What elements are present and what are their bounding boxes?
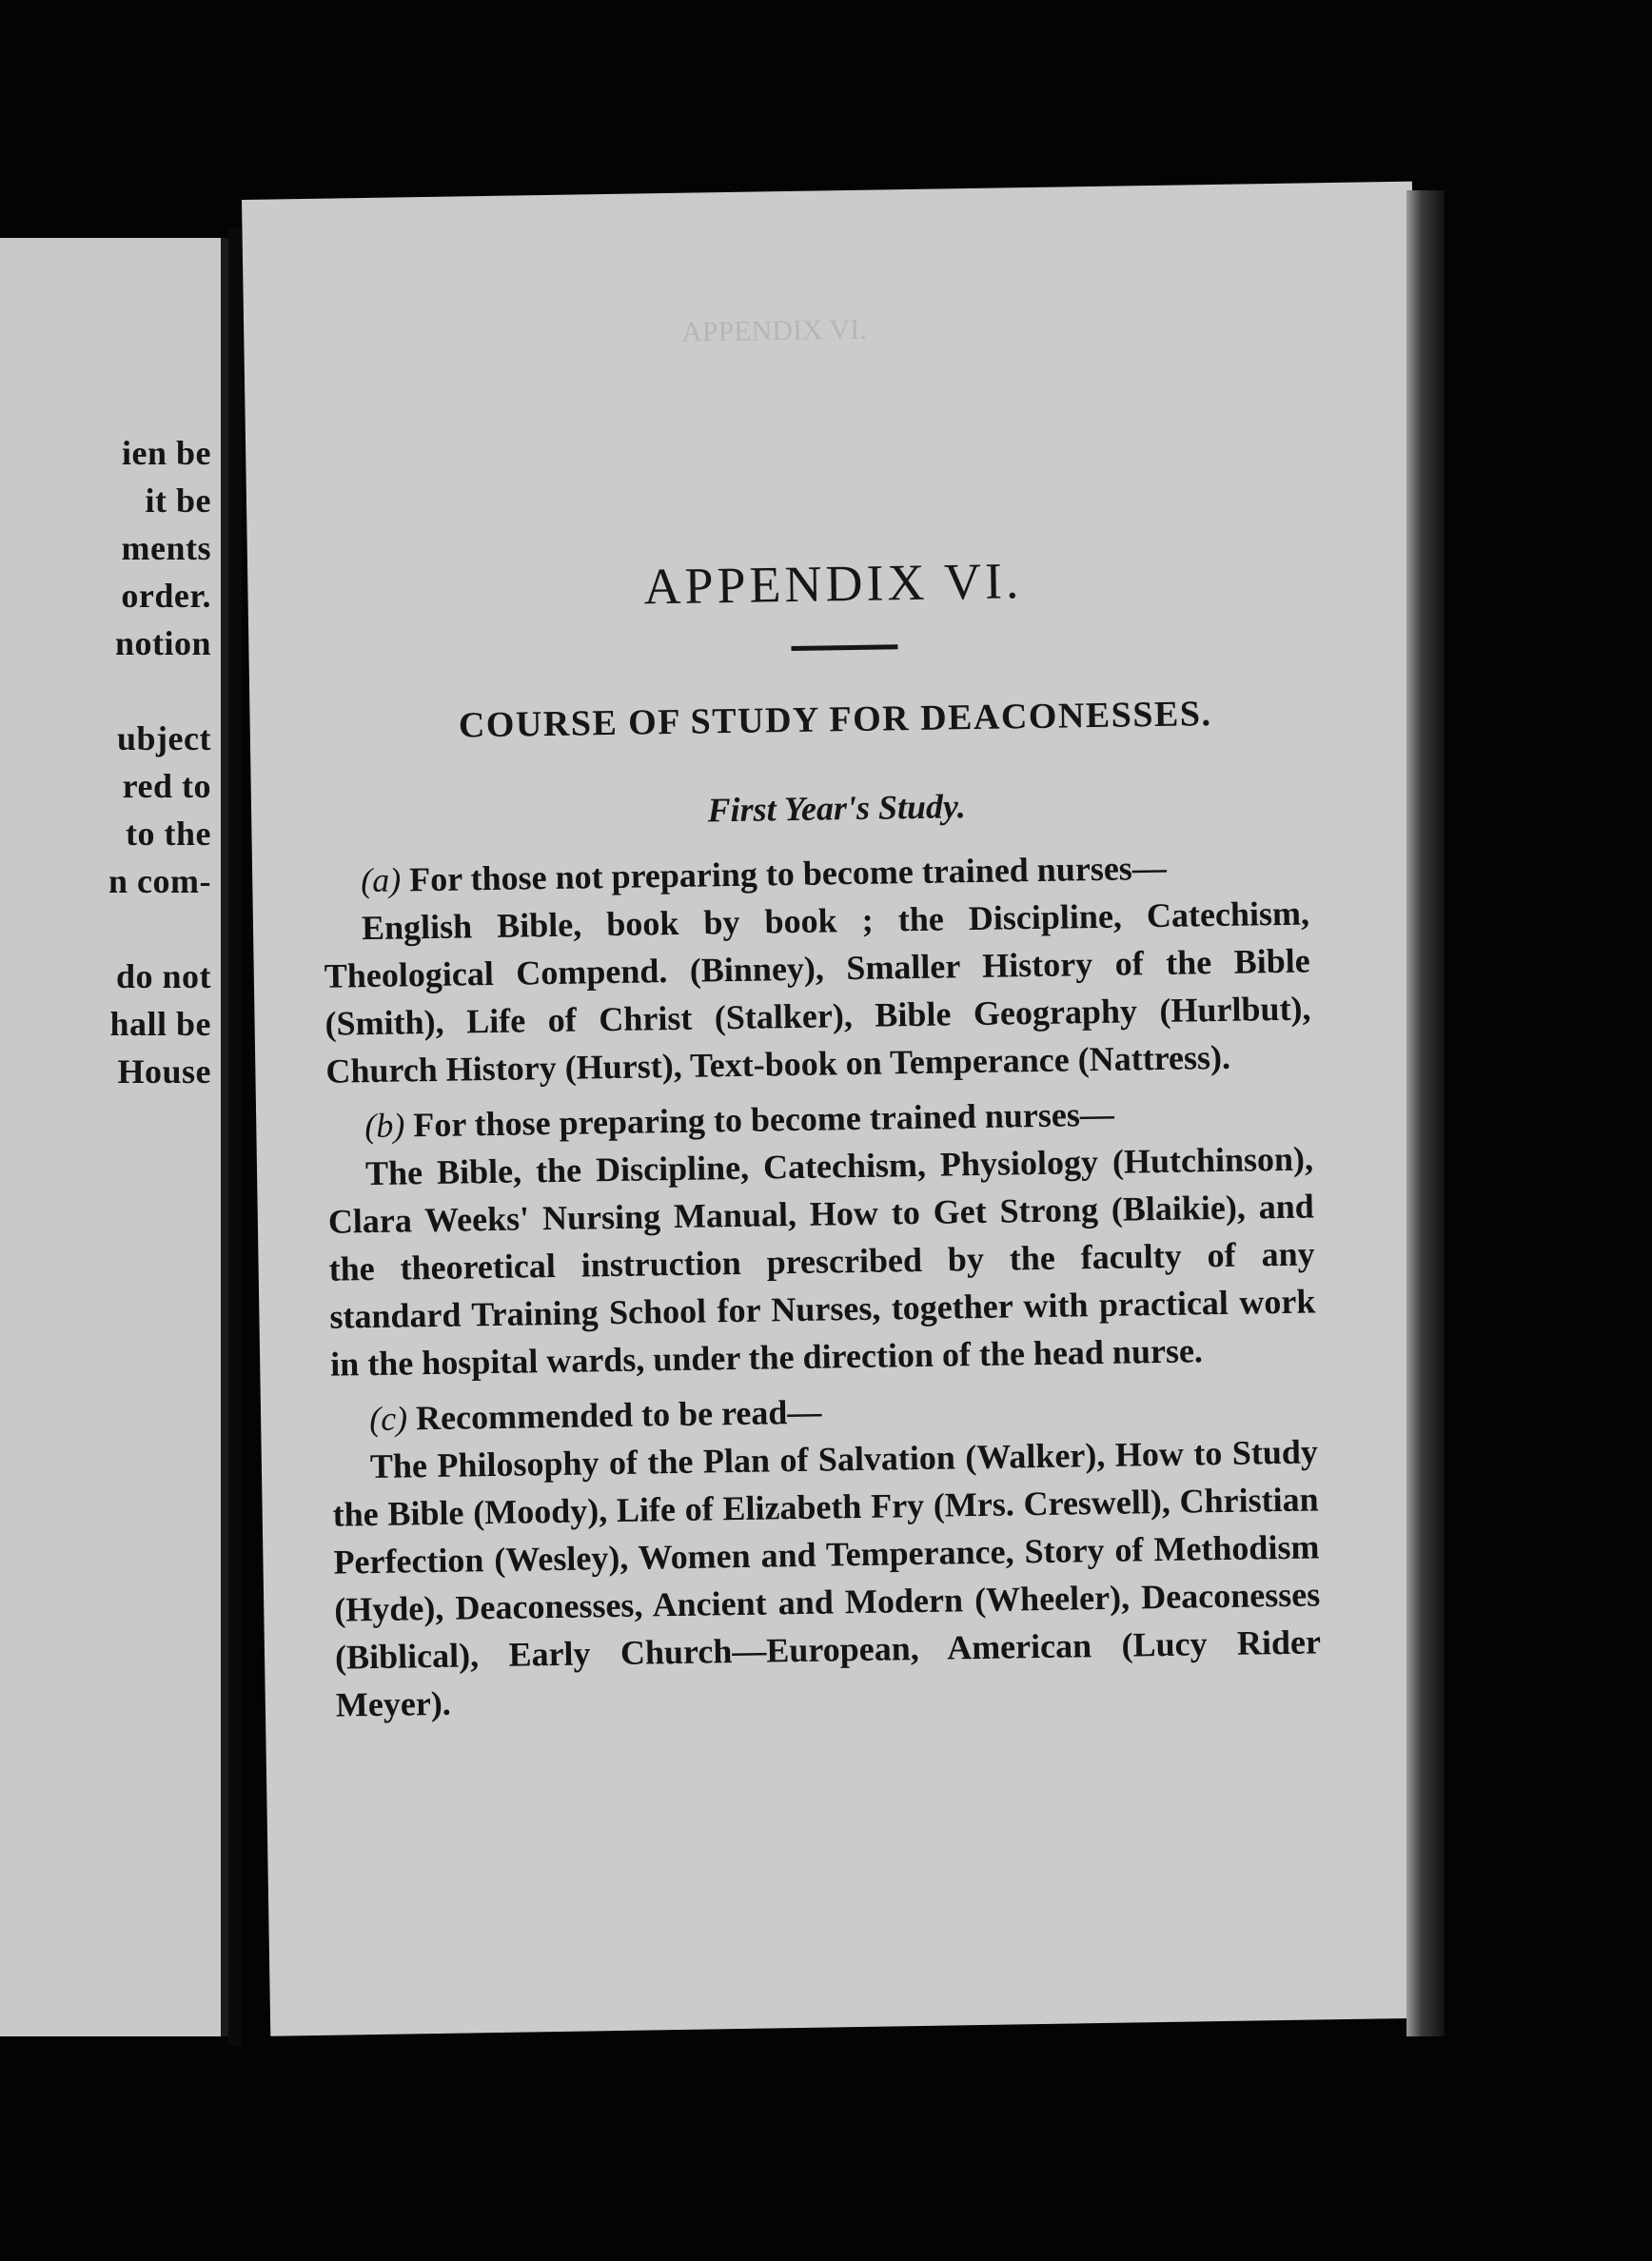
left-page-line: order.: [121, 577, 211, 615]
study-course-text: [323, 841, 1322, 1736]
paragraph-b-body: The Bible, the Discipline, Catechism, Physiology (Hutchinson), Clara Weeks' Nursing Manual, How to Get Strong (Blaikie), and the theoretical instruction prescribed by the faculty of any standard Training School for Nurses, together with practical work in the hospital wards, under the direction of the head nurse.: [327, 1139, 1316, 1384]
left-page-line: to the: [126, 815, 211, 853]
left-page-fragment: [0, 238, 221, 2036]
title-rule: [791, 644, 897, 651]
page-shadow: [221, 238, 228, 2036]
left-page-line: ien be: [121, 434, 211, 472]
left-page-line: ments: [121, 529, 211, 567]
show-through-header: APPENDIX VI.: [680, 313, 867, 348]
paragraph-b-lead: (b) For those preparing to become trained nurses—: [364, 1094, 1115, 1146]
page-subtitle: COURSE OF STUDY FOR DEACONESSES.: [458, 694, 1212, 746]
left-page-line: hall be: [109, 1005, 211, 1043]
paragraph-a-lead: (a) For those not preparing to become trained nurses—: [360, 848, 1168, 900]
book-gutter: [228, 228, 242, 2046]
left-page-line: do not: [115, 957, 211, 995]
paragraph-a-body: English Bible, book by book ; the Discipline, Catechism, Theological Compend. (Binney), Smaller History of the Bible (Smith), Life of Christ (Stalker), Bible Geography (Hurlbut), Church History (Hurst), Text-book on Temperance (Nattress).: [324, 894, 1311, 1091]
left-page-line: House: [117, 1052, 211, 1091]
left-page-line: ubject: [117, 719, 211, 757]
page-edge: [1406, 190, 1445, 2036]
left-page-line: notion: [114, 624, 211, 662]
section-heading: First Year's Study.: [707, 787, 966, 830]
left-page-line: red to: [122, 767, 211, 805]
right-page: [242, 182, 1441, 2036]
paragraph-c-lead: (c) Recommended to be read—: [368, 1392, 822, 1439]
left-page-line: it be: [145, 482, 211, 520]
paragraph-c-body: The Philosophy of the Plan of Salvation (Walker), How to Study the Bible (Moody), Life of Elizabeth Fry (Mrs. Creswell), Christian Perfection (Wesley), Women and Temperance, Story of Methodism (Hyde), Deaconesses, Ancient and Modern (Wheeler), Deaconesses (Biblical), Early Church—European, American (Lucy Rider Meyer).: [332, 1432, 1322, 1724]
left-page-line: n com-: [108, 862, 211, 900]
page-title: APPENDIX VI.: [642, 552, 1023, 616]
